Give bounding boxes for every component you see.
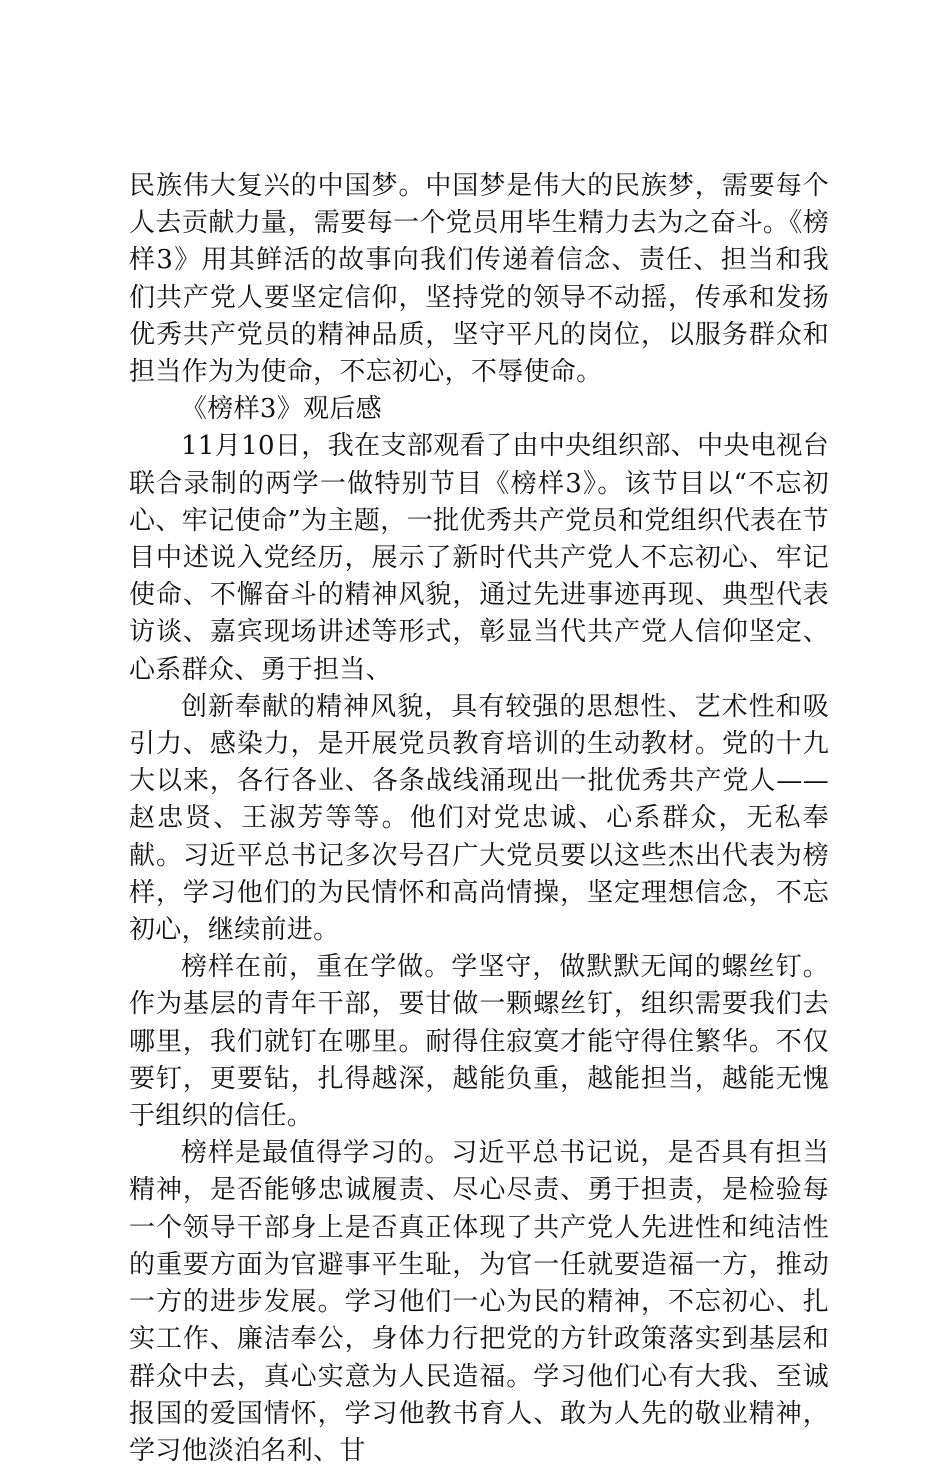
- paragraph-role-model: 榜样是最值得学习的。习近平总书记说，是否具有担当精神，是否能够忠诚履责、尽心尽责、勇于担责，是检验每一个领导干部身上是否真正体现了共产党人先进性和纯洁性的重要方面为官避事平生耻，为官一任就要造福一方，推动一方的进步发展。学习他们一心为民的精神，不忘初心、扎实工作、廉洁奉公，身体力行把党的方针政策落实到基层和群众中去，真心实意为人民造福。学习他们心有大我、至诚报国的爱国情怀，学习他教书育人、敢为人先的敬业精神，学习他淡泊名利、甘: [129, 1138, 829, 1466]
- paragraph-innovation: 创新奉献的精神风貌，具有较强的思想性、艺术性和吸引力、感染力，是开展党员教育培训的生动教材。党的十九大以来，各行各业、各条战线涌现出一批优秀共产党人——赵忠贤、王淑芳等等。他们对党忠诚、心系群众，无私奉献。习近平总书记多次号召广大党员要以这些杰出代表为榜样，学习他们的为民情怀和高尚情操，坚定理想信念，不忘初心，继续前进。: [129, 691, 829, 946]
- paragraph-learning: 榜样在前，重在学做。学坚守，做默默无闻的螺丝钉。作为基层的青年干部，要甘做一颗螺丝钉，组织需要我们去哪里，我们就钉在哪里。耐得住寂寞才能守得住繁华。不仅要钉，更要钻，扎得越深，越能负重，越能担当，越能无愧于组织的信任。: [129, 952, 829, 1132]
- paragraph-viewing: 11月10日，我在支部观看了由中央组织部、中央电视台联合录制的两学一做特别节目《榜样3》。该节目以“不忘初心、牢记使命”为主题，一批优秀共产党员和党组织代表在节目中述说入党经历，展示了新时代共产党人不忘初心、牢记使命、不懈奋斗的精神风貌，通过先进事迹再现、典型代表访谈、嘉宾现场讲述等形式，彰显当代共产党人信仰坚定、心系群众、勇于担当、: [129, 431, 829, 685]
- document-body: [129, 168, 829, 1470]
- essay-title: 《榜样3》观后感: [181, 394, 382, 425]
- paragraph-intro: 民族伟大复兴的中国梦。中国梦是伟大的民族梦，需要每个人去贡献力量，需要每一个党员用毕生精力去为之奋斗。《榜样3》用其鲜活的故事向我们传递着信念、责任、担当和我们共产党人要坚定信仰，坚持党的领导不动摇，传承和发扬优秀共产党员的精神品质，坚守平凡的岗位，以服务群众和担当作为为使命，不忘初心，不辱使命。: [129, 171, 829, 388]
